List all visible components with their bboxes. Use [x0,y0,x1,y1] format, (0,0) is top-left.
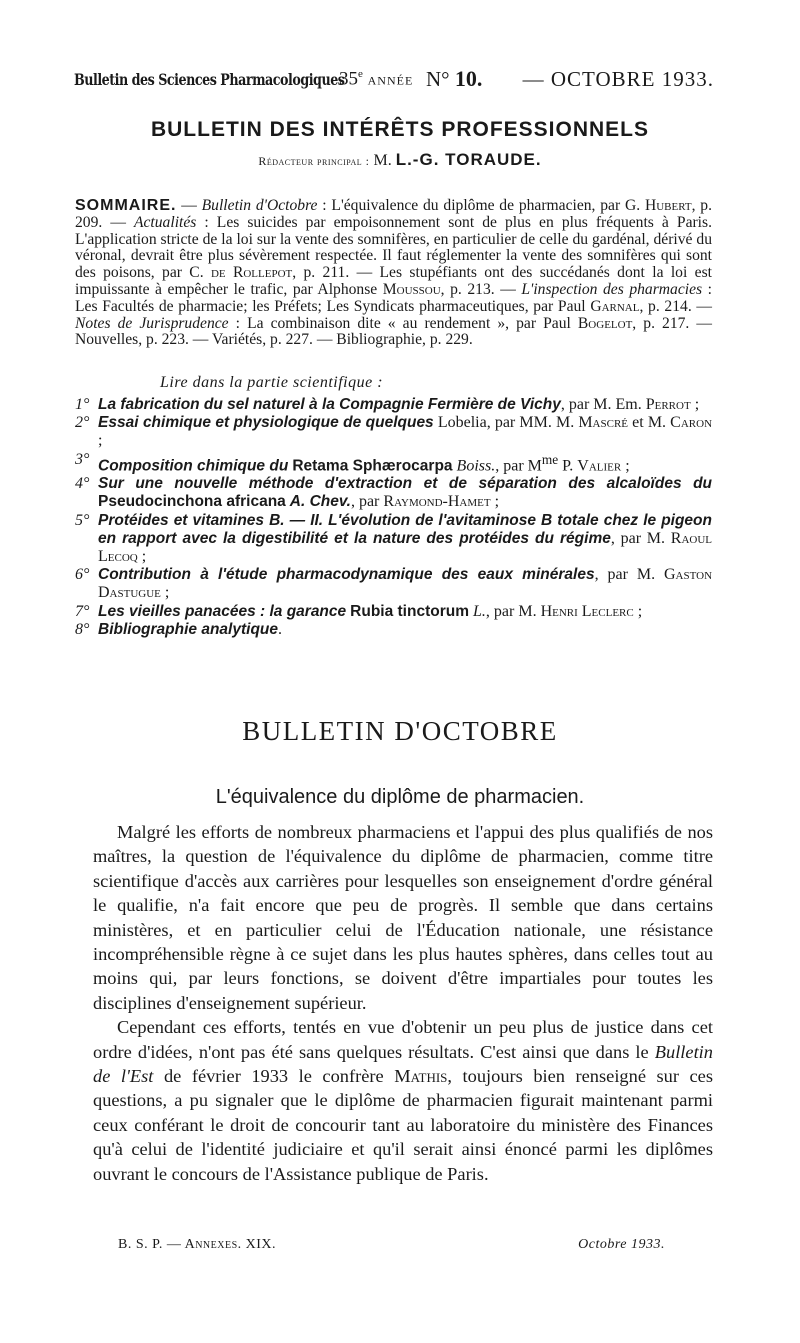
journal-name: Bulletin des Sciences Pharmacologiques [74,70,345,89]
toc-item: 2° Essai chimique et physiologique de quelques Lobelia, par MM. M. Mascré et M. Caron ; [75,414,713,450]
paragraph: Cependant ces efforts, tentés en vue d'obtenir un peu plus de justice dans cet ordre d'idées, n'ont pas été sans quelques résultats. C'est ainsi que dans le Bulletin de l'Est de février 1933 le confrère Mathis, toujours bien renseigné sur ces questions, a pu signaler que le diplôme de pharmacien figurait maintenant parmi ceux conférant le droit de concourir tant au laboratoire du ministère des Finances qu'à celui de l'identité judiciaire et qu'il serait ainsi énoncé parmi les diplômes ouvrant le concours de l'Assistance publique de Paris. [93,1017,713,1184]
toc-item: 1° La fabrication du sel naturel à la Compagnie Fermière de Vichy, par M. Em. Perrot ; [75,396,700,413]
toc-item: 4° Sur une nouvelle méthode d'extraction et de séparation des alcaloïdes du Pseudocinchona africana A. Chev., par Raymond-Hamet ; [75,475,712,511]
bulletin-title: BULLETIN D'OCTOBRE [242,716,558,746]
lire-heading: Lire dans la partie scientifique : [160,374,384,391]
sommaire-label: SOMMAIRE. [75,197,177,214]
toc-item: 5° Protéides et vitamines B. — II. L'évolution de l'avitaminose B totale chez le pigeon en rapport avec la digestibilité et la nature des protéides du régime, par M. Raoul Lecoq ; [75,511,712,565]
paragraph: Malgré les efforts de nombreux pharmaciens et l'appui des plus qualifiés de nos maîtres, la question de l'équivalence du diplôme de pharmacien, comme titre scientifique d'accès aux carrières pour lesquelles son enseignement d'ordre général le qualifie, n'a fait encore que peu de progrès. Il semble que dans certains ministères, et en particulier celui de l'Éducation nationale, une résistance incompréhensible règne à ce sujet dans les plus hautes sphères, dans celles tout au moins qui, par leurs fonctions, se doivent d'être impartiales pour toutes les disciplines d'enseignement supérieur. [93,822,713,1013]
section-title: L'équivalence du diplôme de pharmacien. [215,786,585,808]
page-title: BULLETIN DES INTÉRÊTS PROFESSIONNELS [150,118,650,141]
issue-number: N° 10. [426,66,483,91]
toc-item: 6° Contribution à l'étude pharmacodynamique des eaux minérales, par M. Gaston Dastugue ; [75,566,713,602]
footer-left: B. S. P. — Annexes. XIX. [118,1237,277,1252]
issue-date: — OCTOBRE 1933. [522,67,714,91]
sommaire: SOMMAIRE. — Bulletin d'Octobre : L'équivalence du diplôme de pharmacien, par G. Hubert, p. 209. — Actualités : Les suicides par empoisonnement sont de plus en plus fréquents à Paris. L'application stricte de la loi sur la vente des somnifères, en particulier de celle du gardénal, dérivé du véronal, devrait être plus sévèrement respectée. Il faut réglementer la vente des somnifères qui sont des poisons, par C. de Rollepot, p. 211. — Les stupéfiants ont des succédanés dont la loi est impuissante à empêcher le trafic, par Alphonse Moussou, p. 213. — L'inspection des pharmacies : Les Facultés de pharmacie; les Préfets; Les Syndicats pharmaceutiques, par Paul Garnal, p. 214. — Notes de Jurisprudence : La combinaison dite « au rendement », par Paul Bogelot, p. 217. — Nouvelles, p. 223. — Variétés, p. 227. — Bibliographie, p. 229. [75,197,713,349]
toc-list [75,396,712,639]
article-body [93,820,713,1186]
page-footer [118,1237,665,1253]
toc-item: 3° Composition chimique du Retama Sphærocarpa Boiss., par $M^{me}$ P. Valier ; [75,450,630,474]
footer-right: Octobre 1933. [578,1237,665,1252]
toc-item: 7° Les vieilles panacées : la garance Rubia tinctorum L., par M. Henri Leclerc ; [75,602,643,620]
year: 35e ANNÉE [339,68,414,90]
toc-item: 8° Bibliographie analytique. [75,620,282,638]
redacteur-line: Rédacteur principal : M. L.-G. TORAUDE. [258,150,542,169]
running-header [74,66,714,96]
